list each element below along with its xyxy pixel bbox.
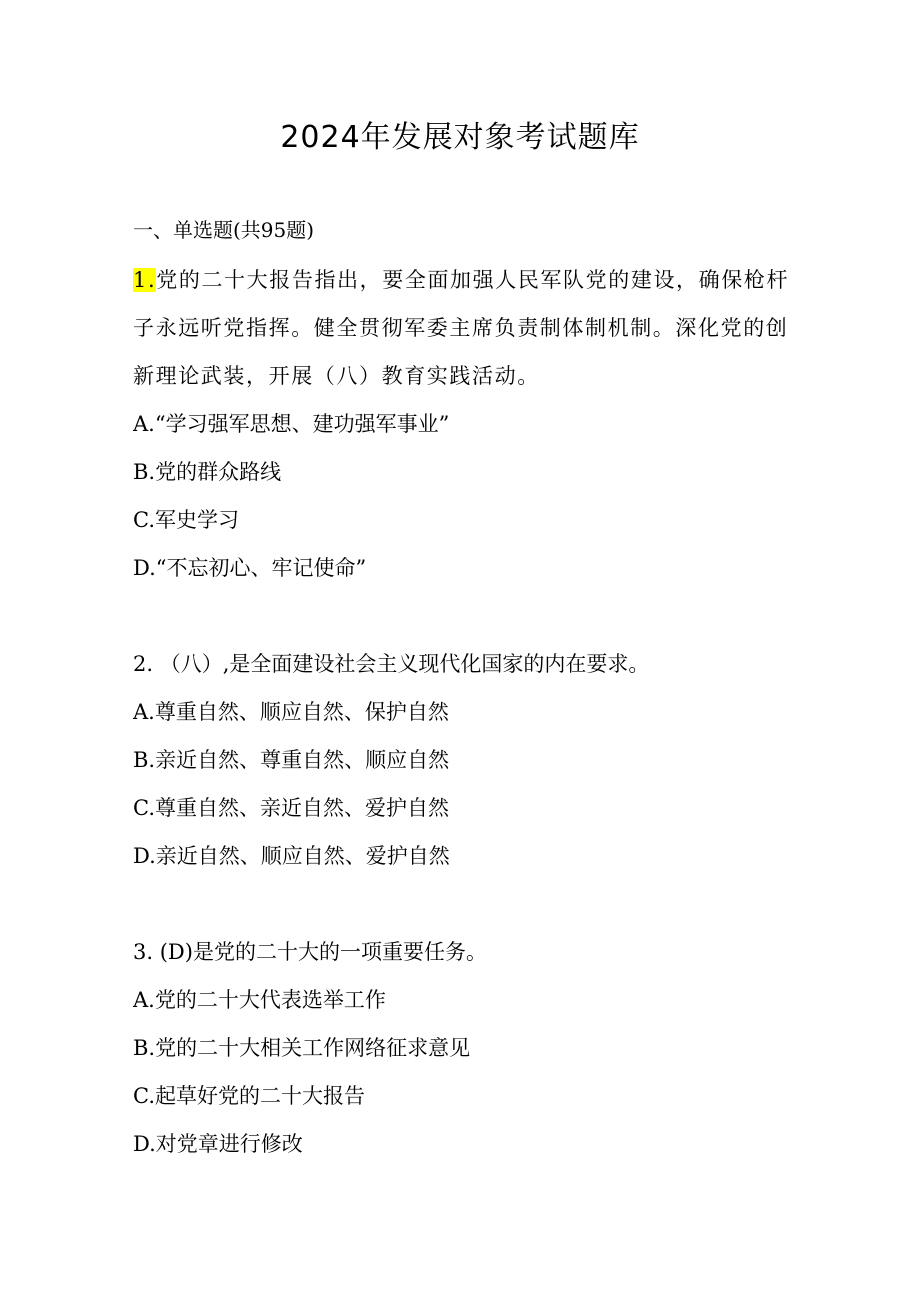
question-1-text: 党的二十大报告指出，要全面加强人民军队党的建设，确保枪杆子永远听党指挥。健全贯彻军委主席负责制体制机制。深化党的创新理论武装，开展（八）教育实践活动。 [133, 268, 790, 388]
section-heading: 一、单选题(共95题) [133, 218, 315, 242]
question-1-option-c: C.军史学习 [133, 508, 239, 532]
question-3-option-c: C.起草好党的二十大报告 [133, 1084, 365, 1108]
question-1-option-d: D.“不忘初心、牢记使命” [133, 556, 367, 580]
question-1-number: 1. [133, 268, 157, 292]
question-1-stem [133, 256, 793, 400]
question-2-number: 2. [133, 652, 154, 676]
question-2-option-b: B.亲近自然、尊重自然、顺应自然 [133, 748, 450, 772]
page-title: 2024年发展对象考试题库 [280, 120, 640, 155]
question-3-stem [133, 936, 487, 968]
question-3-text: (D)是党的二十大的一项重要任务。 [159, 940, 487, 964]
question-1-option-b: B.党的群众路线 [133, 460, 282, 484]
question-1-option-a: A.“学习强军思想、建功强军事业” [133, 412, 450, 436]
question-3-option-a: A.党的二十大代表选举工作 [133, 988, 386, 1012]
question-2-option-c: C.尊重自然、亲近自然、爱护自然 [133, 796, 449, 820]
question-3-number: 3. [133, 940, 154, 964]
question-2-text: （八）,是全面建设社会主义现代化国家的内在要求。 [159, 652, 650, 676]
question-2-stem [133, 648, 649, 680]
question-3-option-d: D.对党章进行修改 [133, 1132, 303, 1156]
question-2-option-a: A.尊重自然、顺应自然、保护自然 [133, 700, 449, 724]
question-3-option-b: B.党的二十大相关工作网络征求意见 [133, 1036, 471, 1060]
question-2-option-d: D.亲近自然、顺应自然、爱护自然 [133, 844, 450, 868]
